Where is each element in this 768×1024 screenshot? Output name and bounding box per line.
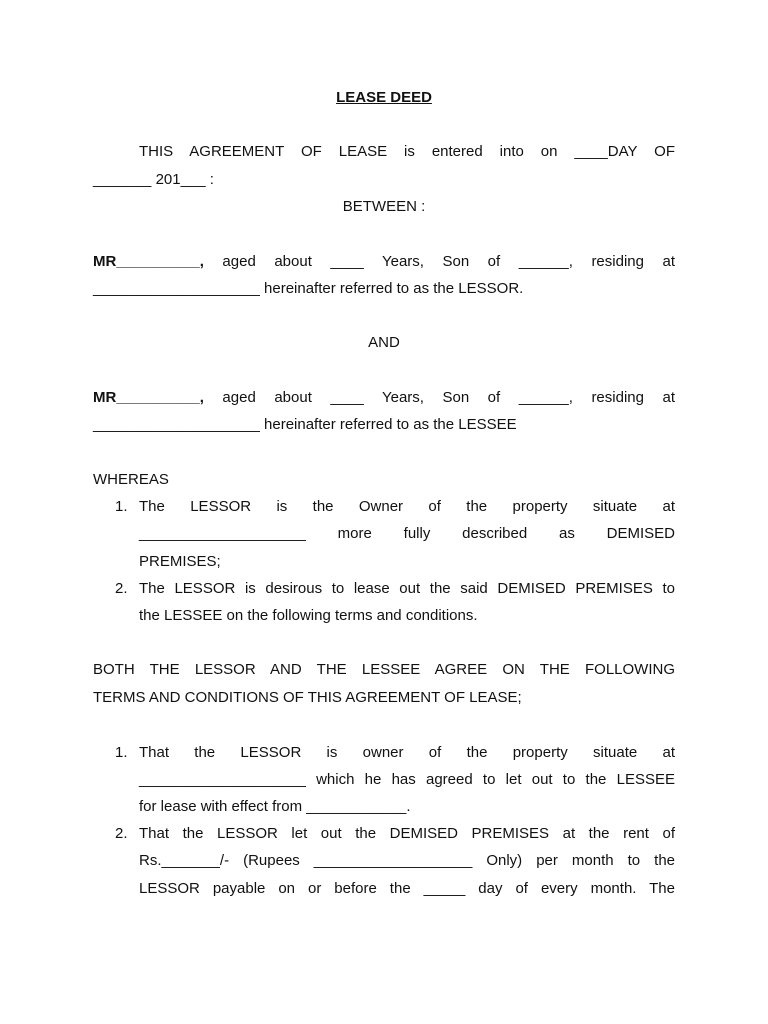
whereas-item-1-line-2: ____________________ more fully described as DEMISED [139, 525, 675, 542]
document-title: LEASE DEED [336, 89, 432, 106]
intro-line-2: _______ 201___ : [93, 171, 214, 188]
lessee-line-2: ____________________ hereinafter referred to as the LESSEE [93, 416, 517, 433]
lessee-line-1-rest: aged about ____ Years, Son of ______, residing at [203, 389, 675, 406]
lessee-mr-label: MR__________, [93, 389, 204, 406]
and-label: AND [368, 334, 400, 351]
lessor-line-1 [93, 252, 675, 271]
whereas-item-1-line-3: PREMISES; [139, 553, 221, 570]
term-1-line-2: ____________________ which he has agreed to let out to the LESSEE [139, 771, 675, 788]
whereas-item-2-number: 2. [115, 580, 128, 597]
whereas-item-1-line-1: The LESSOR is the Owner of the property situate at [139, 498, 675, 515]
whereas-item-2-line-2: the LESSEE on the following terms and conditions. [139, 607, 478, 624]
lessor-mr-label: MR__________, [93, 253, 204, 270]
term-2-line-3: LESSOR payable on or before the _____ day of every month. The [139, 880, 675, 897]
whereas-heading: WHEREAS [93, 471, 169, 488]
agreement-line-1: BOTH THE LESSOR AND THE LESSEE AGREE ON THE FOLLOWING [93, 661, 675, 678]
whereas-item-2-line-1: The LESSOR is desirous to lease out the said DEMISED PREMISES to [139, 580, 675, 597]
agreement-line-2: TERMS AND CONDITIONS OF THIS AGREEMENT OF LEASE; [93, 689, 522, 706]
term-2-line-1: That the LESSOR let out the DEMISED PREMISES at the rent of [139, 825, 675, 842]
term-1-number: 1. [115, 744, 128, 761]
lessee-line-1 [93, 388, 675, 407]
intro-line-1: THIS AGREEMENT OF LEASE is entered into on ____DAY OF [139, 143, 675, 160]
term-2-number: 2. [115, 825, 128, 842]
term-1-line-1: That the LESSOR is owner of the property situate at [139, 744, 675, 761]
between-label: BETWEEN : [342, 198, 426, 215]
lessor-line-1-rest: aged about ____ Years, Son of ______, residing at [203, 253, 675, 270]
whereas-item-1-number: 1. [115, 498, 128, 515]
lessor-line-2: ____________________ hereinafter referred to as the LESSOR. [93, 280, 524, 297]
term-2-line-2: Rs._______/- (Rupees ___________________ Only) per month to the [139, 852, 675, 869]
term-1-line-3: for lease with effect from ____________. [139, 798, 411, 815]
